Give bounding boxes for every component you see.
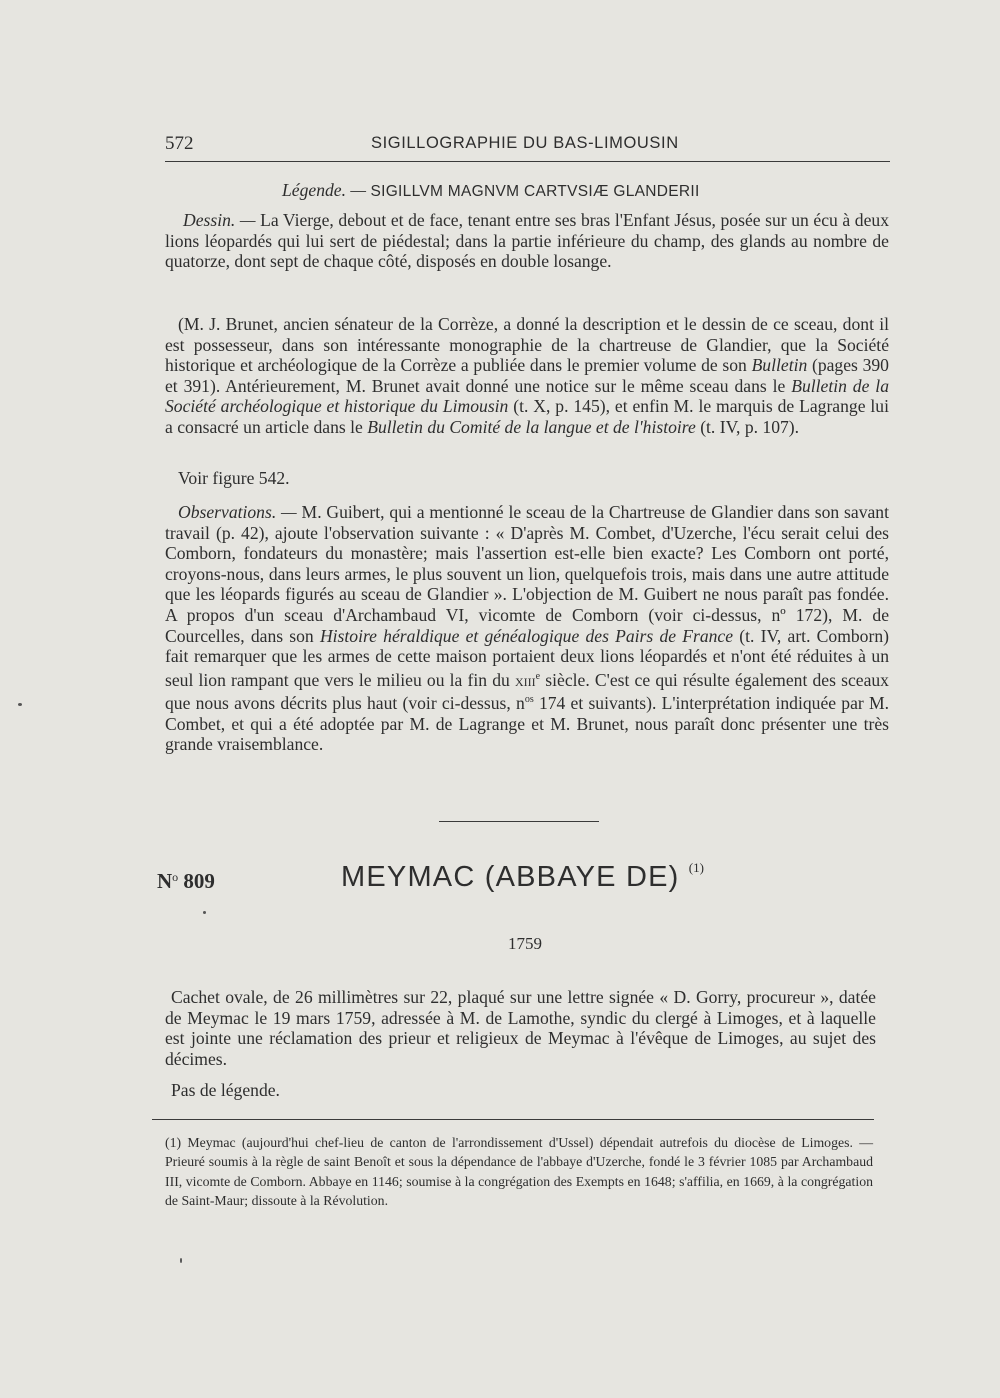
observations-text-2a: (t. IV, art. Comborn) fait remarquer que les armes de cette maison portaient deux lions léopardés et n'ont été réduites à un seul lion rampant que vers le milieu ou la fin du <box>165 625 889 690</box>
header-rule <box>165 161 890 162</box>
observations-paragraph <box>165 502 889 755</box>
dessin-paragraph <box>165 210 889 272</box>
footnote-rule <box>152 1119 874 1120</box>
dessin-text: La Vierge, debout et de face, tenant entre ses bras l'Enfant Jésus, posée sur un écu à deux lions léopardés qui lui sert de piédestal; dans la partie inférieure du champ, des glands au nombre de quatorze, dont sept de chaque côté, disposés en double losange. <box>165 210 889 272</box>
brunet-text-1: (M. J. Brunet, ancien sénateur de la Corrèze, a donné la description et le dessin de ce sceau, dont il est possesseur, dans son intéressante monographie de la chartreuse de Glandier, que la Société historique et archéologique de la Corrèze a publiée dans le premier volume de son <box>165 314 889 376</box>
entry-title-text: MEYMAC (ABBAYE DE) <box>341 861 680 893</box>
footnote-reference: (1) <box>688 860 704 875</box>
observations-text-1: M. Guibert, qui a mentionné le sceau de la Chartreuse de Glandier dans son savant travail (p. 42), ajoute l'observation suivante : « D'après M. Combet, d'Uzerche, l'écu serait celui des Comborn, fondateurs du monastère; mais l'assertion est-elle bien exacte? Les Comborn ont porté, croyons-nous, dans leurs armes, le plus souvent un lion, quelquefois trois, mais dans une autre attitude que les léopards figurés au sceau de Glandier ». L'objection de M. Guibert ne nous paraît pas fondée. A propos d'un sceau d'Archambaud VI, vicomte de Comborn (voir ci-dessus, nº 172), M. de Courcelles, dans son <box>165 502 889 646</box>
brunet-italic-3: Bulletin du Comité de la langue et de l'histoire <box>367 416 696 437</box>
observations-nos: n <box>516 693 525 714</box>
entry-number <box>157 869 215 894</box>
footnote-text: (1) Meymac (aujourd'hui chef-lieu de canton de l'arrondissement d'Ussel) dépendait autrefois du diocèse de Limoges. — Prieuré soumis à la règle de saint Benoît et sous la dépendance de l'abbaye d'Uzerche, fondé le 3 février 1085 par Archambaud III, vicomte de Comborn. Abbaye en 1146; soumise à la congrégation des Exempts en 1648; s'affilia, en 1669, à la congrégation de Saint-Maur; dissoute à la Révolution. <box>165 1135 873 1209</box>
entry-number-prefix: N <box>157 869 173 893</box>
observations-text-2c: 174 et suivants). L'interprétation indiquée par M. Combet, et qui a été adoptée par M. de Lagrange et M. Brunet, nous paraît donc présenter une très grande vraisemblance. <box>165 693 890 755</box>
observations-century-sup: e <box>535 670 541 682</box>
voir-figure: Voir figure 542. <box>178 468 290 488</box>
running-title: SIGILLOGRAPHIE DU BAS-LIMOUSIN <box>371 134 679 152</box>
observations-italic: Histoire héraldique et généalogique des Pairs de France <box>319 625 734 646</box>
entry-year: 1759 <box>508 934 542 953</box>
observations-text-2b: siècle. C'est ce qui résulte également des sceaux que nous avons décrits plus haut (voir ci-dessus, <box>165 669 889 714</box>
entry-number-value: 809 <box>183 869 215 893</box>
brunet-text-3: (t. X, p. 145), et enfin M. le marquis de Lagrange lui a consacré un article dans le <box>165 396 889 437</box>
description-paragraph: Cachet ovale, de 26 millimètres sur 22, plaqué sur une lettre signée « D. Gorry, procureur », datée de Meymac le 19 mars 1759, adressée à M. de Lamothe, syndic du clergé à Limoges, et à laquelle est jointe une réclamation des prieur et religieux de Meymac à l'évêque de Limoges, au sujet des décimes. <box>165 987 876 1069</box>
observations-label: Observations. — <box>178 502 297 522</box>
section-separator <box>439 821 599 822</box>
legende-line <box>282 180 700 201</box>
brunet-text-2: (pages 390 et 391). Antérieurement, M. Brunet avait donné une notice sur le même sceau dans le <box>165 355 889 396</box>
page-number: 572 <box>165 133 194 154</box>
brunet-italic-2: Bulletin de la Société archéologique et historique du Limousin <box>165 375 889 417</box>
brunet-paragraph <box>165 314 889 438</box>
entry-title <box>341 860 704 894</box>
paper-speck <box>180 1258 182 1263</box>
entry-number-prefix-sup: o <box>172 870 179 884</box>
paper-speck <box>18 703 22 706</box>
legende-label: Légende. — <box>282 180 367 200</box>
legende-text: SIGILLVM MAGNVM CARTVSIÆ GLANDERII <box>370 183 700 200</box>
observations-century: xiii <box>515 669 536 690</box>
observations-nos-sup: os <box>524 694 534 706</box>
legende-note: Pas de légende. <box>171 1080 280 1100</box>
paper-speck <box>203 911 206 914</box>
brunet-text-4: (t. IV, p. 107). <box>700 416 800 437</box>
running-header <box>165 131 890 157</box>
dessin-label: Dessin. — <box>183 210 256 230</box>
brunet-italic-1: Bulletin <box>751 355 808 376</box>
